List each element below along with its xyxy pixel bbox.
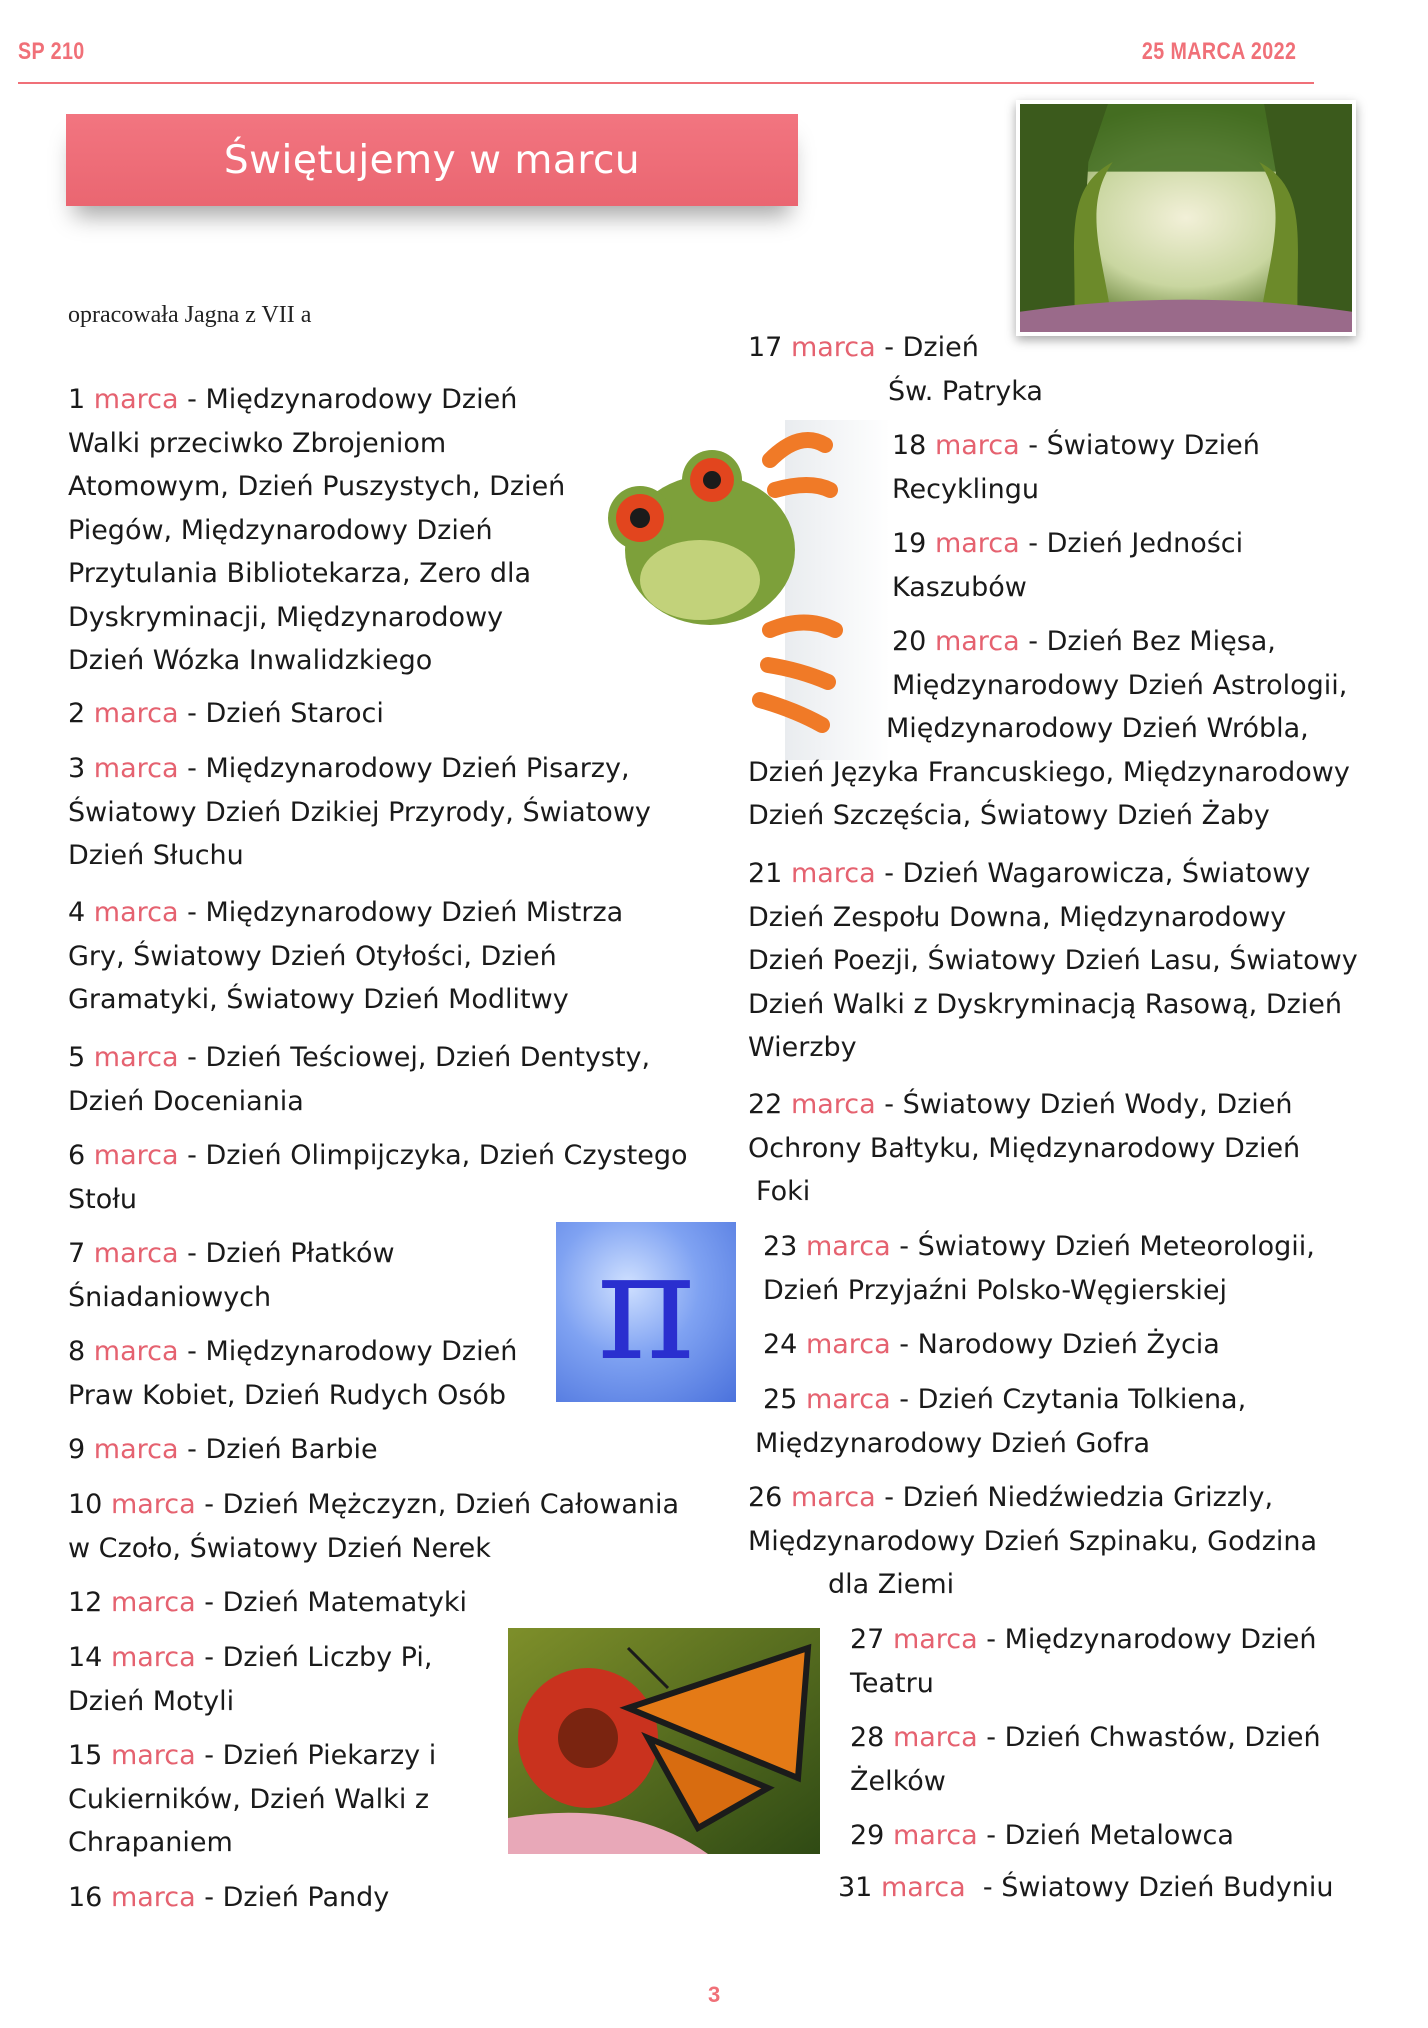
entry-day-3 (68, 747, 651, 878)
entry-line: Dzień Motyli (68, 1685, 235, 1717)
entry-month: marca (93, 384, 179, 415)
entry-line: 8 marca - Międzynarodowy Dzień (68, 1336, 518, 1367)
entry-line: Kaszubów (892, 571, 1027, 603)
title-banner (66, 114, 798, 206)
entry-line: 18 marca - Światowy Dzień (892, 430, 1260, 461)
entry-line: 31 marca - Światowy Dzień Budyniu (838, 1872, 1334, 1903)
entry-day-16 (68, 1876, 389, 1920)
entry-day-22 (748, 1083, 1300, 1214)
entry-day-21 (748, 852, 1358, 1070)
entry-line: 1 marca - Międzynarodowy Dzień (68, 384, 518, 415)
entry-line: w Czoło, Światowy Dzień Nerek (68, 1532, 491, 1564)
entry-line: Międzynarodowy Dzień Szpinaku, Godzina (748, 1525, 1318, 1557)
entry-day-9 (68, 1428, 378, 1472)
entry-line: Dzień Szczęścia, Światowy Dzień Żaby (748, 800, 1270, 831)
entry-day-27 (850, 1618, 1317, 1705)
entry-line: Praw Kobiet, Dzień Rudych Osób (68, 1379, 507, 1411)
entry-line: 28 marca - Dzień Chwastów, Dzień (850, 1722, 1321, 1753)
entry-day-26 (748, 1476, 1317, 1607)
entry-line: Walki przeciwko Zbrojeniom (68, 427, 447, 459)
entry-day-25 (755, 1378, 1246, 1465)
entry-day-29 (850, 1814, 1234, 1858)
entry-day-20 (748, 620, 1350, 838)
entry-line: 22 marca - Światowy Dzień Wody, Dzień (748, 1089, 1293, 1120)
entry-day-24 (763, 1323, 1220, 1367)
entry-text: Międzynarodowy Dzień (205, 384, 518, 415)
entry-day-31 (838, 1866, 1333, 1910)
entry-line: Teatru (850, 1667, 934, 1699)
header-rule (18, 82, 1314, 84)
entry-line: 23 marca - Światowy Dzień Meteorologii, (763, 1231, 1315, 1262)
entry-line: Dzień Doceniania (68, 1085, 304, 1117)
entry-day-7 (68, 1232, 395, 1319)
entry-line: 29 marca - Dzień Metalowca (850, 1820, 1234, 1851)
entry-day-4 (68, 891, 623, 1022)
entry-day-19 (892, 522, 1243, 609)
entry-line: Międzynarodowy Dzień Astrologii, (892, 669, 1348, 701)
entry-day-14 (68, 1636, 432, 1723)
entry-line: Dzień Języka Francuskiego, Międzynarodowy (748, 756, 1350, 788)
entry-day-28 (850, 1716, 1321, 1803)
page-number: 3 (708, 1982, 721, 2007)
author-credit: opracowała Jagna z VII a (68, 302, 312, 328)
entry-day-23 (763, 1225, 1315, 1312)
entry-line: Dzień Wózka Inwalidzkiego (68, 645, 433, 676)
pi-icon: π (596, 1222, 696, 1394)
entry-line: 16 marca - Dzień Pandy (68, 1882, 390, 1913)
entry-line: Śniadaniowych (68, 1281, 272, 1313)
entry-day-12 (68, 1581, 467, 1625)
entry-day-8 (68, 1330, 517, 1417)
entry-line: Międzynarodowy Dzień Gofra (755, 1427, 1151, 1459)
entry-line: 15 marca - Dzień Piekarzy i (68, 1740, 437, 1771)
entry-line: Dzień Poezji, Światowy Dzień Lasu, Światowy (748, 945, 1358, 976)
entry-line: 12 marca - Dzień Matematyki (68, 1587, 467, 1618)
entry-line: Międzynarodowy Dzień Wróbla, (886, 713, 1309, 744)
entry-line: Dzień Walki z Dyskryminacją Rasową, Dzień (748, 988, 1343, 1020)
entry-line: 9 marca - Dzień Barbie (68, 1434, 378, 1465)
entry-day-15 (68, 1734, 436, 1865)
entry-line: 19 marca - Dzień Jedności (892, 528, 1244, 559)
entry-day-5 (68, 1036, 650, 1123)
entry-line: Światowy Dzień Dzikiej Przyrody, Światowy (68, 796, 651, 828)
entry-line: 10 marca - Dzień Mężczyzn, Dzień Całowania (68, 1489, 680, 1520)
entry-line: 6 marca - Dzień Olimpijczyka, Dzień Czystego (68, 1140, 688, 1171)
entry-line: 24 marca - Narodowy Dzień Życia (763, 1329, 1220, 1360)
page-title: Świętujemy w marcu (223, 137, 641, 183)
entry-line: Dzień Słuchu (68, 840, 244, 871)
entry-line: Piegów, Międzynarodowy Dzień (68, 514, 493, 546)
entry-line: 21 marca - Dzień Wagarowicza, Światowy (748, 858, 1311, 889)
butterfly-photo (508, 1628, 820, 1854)
entry-line: 26 marca - Dzień Niedźwiedzia Grizzly, (748, 1482, 1274, 1513)
header-issue: SP 210 (18, 38, 85, 65)
entry-line: 20 marca - Dzień Bez Mięsa, (892, 626, 1276, 657)
entry-line: Recyklingu (892, 473, 1039, 505)
entry-line: Foki (756, 1176, 811, 1207)
entry-line: 17 marca - Dzień (748, 332, 979, 363)
entry-day-6 (68, 1134, 688, 1221)
entry-day-2 (68, 692, 384, 736)
forest-photo (1016, 100, 1356, 336)
header-date: 25 MARCA 2022 (1141, 38, 1296, 65)
entry-line: 2 marca - Dzień Staroci (68, 698, 384, 729)
entry-line: Dyskryminacji, Międzynarodowy (68, 601, 504, 633)
entry-line: 3 marca - Międzynarodowy Dzień Pisarzy, (68, 753, 630, 784)
entry-day-17 (748, 326, 1043, 413)
pi-symbol-tile (556, 1222, 736, 1402)
entry-line: Gramatyki, Światowy Dzień Modlitwy (68, 984, 569, 1015)
entry-line: Dzień Przyjaźni Polsko-Węgierskiej (763, 1274, 1227, 1306)
entry-line: Ochrony Bałtyku, Międzynarodowy Dzień (748, 1132, 1301, 1164)
entry-line: Chrapaniem (68, 1827, 233, 1858)
entry-line: 7 marca - Dzień Płatków (68, 1238, 395, 1269)
entry-line: 4 marca - Międzynarodowy Dzień Mistrza (68, 897, 624, 928)
entry-line: 25 marca - Dzień Czytania Tolkiena, (763, 1384, 1247, 1415)
entry-line: 27 marca - Międzynarodowy Dzień (850, 1624, 1317, 1655)
entry-line: Przytulania Bibliotekarza, Zero dla (68, 558, 532, 589)
entry-day-1 (68, 378, 565, 683)
entry-line: Żelków (850, 1765, 946, 1797)
entry-line: Dzień Zespołu Downa, Międzynarodowy (748, 901, 1287, 933)
entry-line: Atomowym, Dzień Puszystych, Dzień (68, 471, 566, 502)
entry-line: dla Ziemi (828, 1569, 955, 1600)
entry-day-18 (892, 424, 1260, 511)
entry-line: 14 marca - Dzień Liczby Pi, (68, 1642, 433, 1673)
entry-line: Stołu (68, 1183, 138, 1215)
entry-line: Gry, Światowy Dzień Otyłości, Dzień (68, 940, 557, 972)
entry-line: Wierzby (748, 1032, 857, 1063)
entry-day-number: 1 (68, 384, 86, 415)
entry-line: Cukierników, Dzień Walki z (68, 1783, 430, 1815)
entry-day-10 (68, 1483, 679, 1570)
entry-line: 5 marca - Dzień Teściowej, Dzień Dentysty, (68, 1042, 651, 1073)
entry-line: Św. Patryka (888, 375, 1043, 407)
